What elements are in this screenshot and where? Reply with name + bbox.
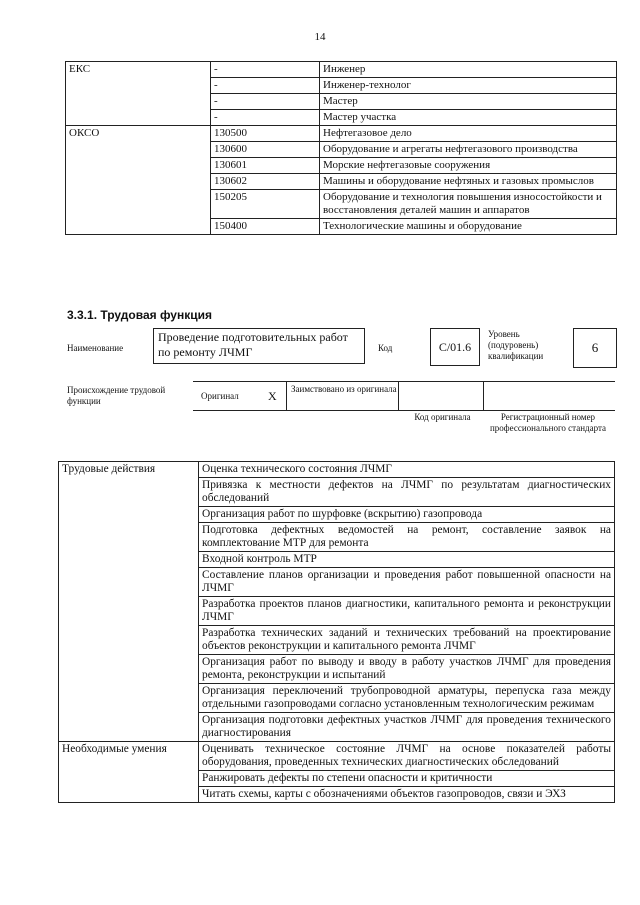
classifier-code: - (211, 110, 320, 126)
classifier-name: Инженер (320, 62, 617, 78)
labor-action-item: Привязка к местности дефектов на ЛЧМГ по результатам диагностических обследований (199, 478, 615, 507)
labor-action-item: Организация переключений трубопроводной арматуры, перепуска газа между отдельными газопроводами согласно установленным технологическим режимам (199, 684, 615, 713)
level-value: 6 (591, 340, 599, 355)
skill-item: Читать схемы, карты с обозначениями объектов газопроводов, связи и ЭХЗ (199, 787, 615, 803)
classifier-code: - (211, 94, 320, 110)
section-title: 3.3.1. Трудовая функция (67, 308, 212, 322)
classifier-name: Нефтегазовое дело (320, 126, 617, 142)
labor-action-item: Подготовка дефектных ведомостей на ремонт, составление заявок на комплектование МТР для ремонта (199, 523, 615, 552)
classifier-name: Технологические машины и оборудование (320, 219, 617, 235)
table-row (66, 62, 617, 78)
classifier-code: 150205 (211, 190, 320, 219)
classifier-code: 130500 (211, 126, 320, 142)
classifier-name: Мастер (320, 94, 617, 110)
classifier-code: - (211, 78, 320, 94)
classifier-name: Машины и оборудование нефтяных и газовых промыслов (320, 174, 617, 190)
labor-action-group-label: Трудовые действия (59, 462, 199, 742)
classifier-name: Инженер-технолог (320, 78, 617, 94)
table-row (59, 742, 615, 771)
labor-actions-table (58, 461, 615, 803)
code-original-caption: Код оригинала (414, 412, 471, 422)
level-label: Уровень (подуровень) квалификации (488, 329, 544, 361)
original-mark: X (268, 389, 277, 403)
classifier-code: 150400 (211, 219, 320, 235)
labor-action-item: Организация работ по выводу и вводу в работу участков ЛЧМГ для проведения ремонта, реконструкции и испытаний (199, 655, 615, 684)
origin-divider (286, 382, 287, 410)
classifier-code: 130601 (211, 158, 320, 174)
labor-action-item: Организация работ по шурфовке (вскрытию) газопровода (199, 507, 615, 523)
labor-action-item: Оценка технического состояния ЛЧМГ (199, 462, 615, 478)
classifier-name: Морские нефтегазовые сооружения (320, 158, 617, 174)
labor-action-item: Организация подготовки дефектных участков ЛЧМГ для проведения технического диагностирования (199, 713, 615, 742)
classifier-name: Мастер участка (320, 110, 617, 126)
skill-group-label: Необходимые умения (59, 742, 199, 803)
qualification-codes-table (65, 61, 617, 235)
skill-item: Оценивать техническое состояние ЛЧМГ на основе показателей работы оборудования, проведенных технических диагностических обследований (199, 742, 615, 771)
classifier-code: 130600 (211, 142, 320, 158)
function-code: С/01.6 (438, 340, 472, 354)
level-box (573, 328, 617, 368)
classifier-code: - (211, 62, 320, 78)
origin-divider (483, 382, 484, 410)
function-code-box (430, 328, 480, 366)
labor-action-item: Разработка проектов планов диагностики, капитального ремонта и реконструкции ЛЧМГ (199, 597, 615, 626)
name-label: Наименование (67, 343, 124, 353)
origin-label: Происхождение трудовой функции (67, 385, 166, 406)
classifier-label: ЕКС (66, 62, 211, 126)
function-name-box (153, 328, 365, 364)
function-name: Проведение подготовительных работ по ремонту ЛЧМГ (158, 330, 348, 359)
classifier-name: Оборудование и технология повышения износостойкости и восстановления деталей машин и аппаратов (320, 190, 617, 219)
classifier-name: Оборудование и агрегаты нефтегазового производства (320, 142, 617, 158)
table-row (66, 126, 617, 142)
original-label: Оригинал (201, 391, 239, 401)
code-label: Код (378, 343, 393, 353)
origin-divider (398, 382, 399, 410)
labor-action-item: Составление планов организации и проведения работ повышенной опасности на ЛЧМГ (199, 568, 615, 597)
origin-row (193, 381, 615, 411)
classifier-code: 130602 (211, 174, 320, 190)
labor-action-item: Разработка технических заданий и технических требований на проектирование объектов реконструкции и капитального ремонта ЛЧМГ (199, 626, 615, 655)
skill-item: Ранжировать дефекты по степени опасности и критичности (199, 771, 615, 787)
labor-action-item: Входной контроль МТР (199, 552, 615, 568)
classifier-label: ОКСО (66, 126, 211, 235)
page-number: 14 (314, 31, 326, 43)
borrowed-label: Заимствовано из оригинала (291, 384, 397, 394)
reg-number-caption: Регистрационный номер профессионального стандарта (489, 412, 607, 433)
table-row (59, 462, 615, 478)
